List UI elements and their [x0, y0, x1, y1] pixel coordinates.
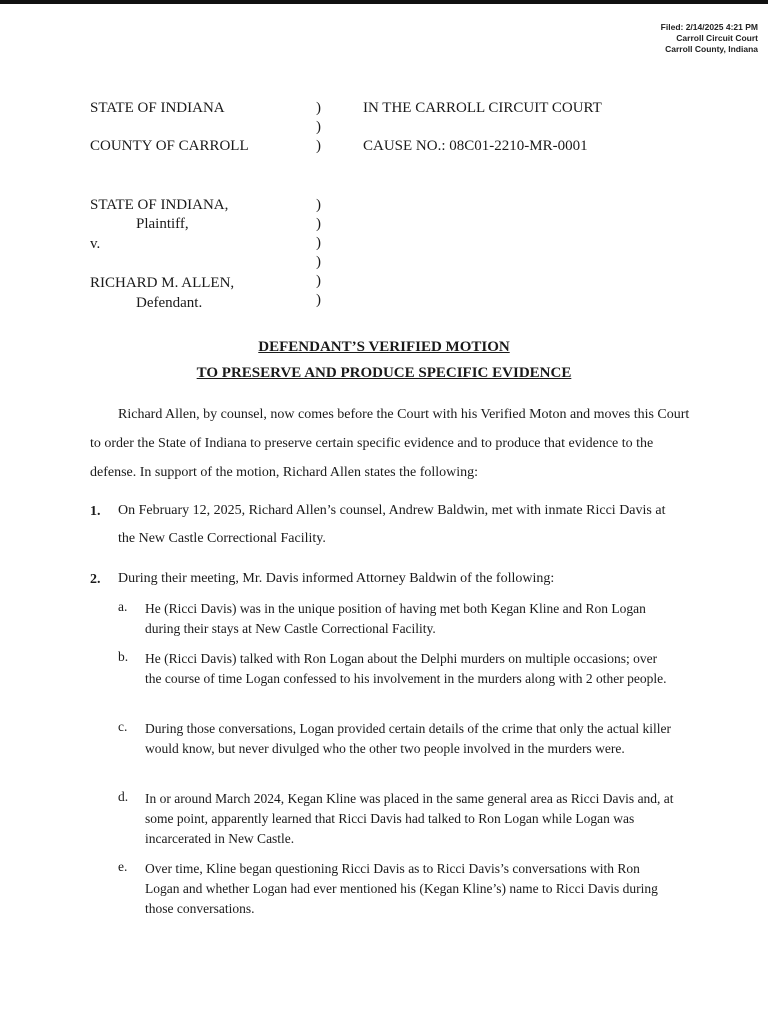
paren: ) [316, 100, 321, 116]
plaintiff-name: STATE OF INDIANA, [90, 197, 229, 213]
versus: v. [90, 236, 101, 252]
filing-stamp [661, 22, 758, 55]
subitem-e-letter: e. [118, 859, 128, 874]
subitem-e-text: Over time, Kline began questioning Ricci Davis as to Ricci Davis’s conversations with Ron Logan and whether Logan had ever mentioned his (Kegan Kline’s) name to Ricci Davis during those conversations. [145, 861, 658, 916]
subitem-d-letter: d. [118, 789, 129, 804]
paren: ) [316, 216, 321, 232]
motion-title-line1: DEFENDANT’S VERIFIED MOTION [258, 339, 510, 355]
subitem-c-letter: c. [118, 719, 128, 734]
caption-parens-top [316, 99, 321, 156]
filing-stamp-date: Filed: 2/14/2025 4:21 PM [660, 22, 758, 32]
paren: ) [316, 292, 321, 308]
subitem-d-text: In or around March 2024, Kegan Kline was placed in the same general area as Ricci Davis and, at some point, apparently learned that Ricci Davis had talked to Ron Logan while Logan was incarcerated in New Castle. [145, 791, 674, 846]
motion-title-line2: TO PRESERVE AND PRODUCE SPECIFIC EVIDENCE [196, 365, 572, 381]
plaintiff-role: Plaintiff, [136, 216, 189, 232]
subitem-b-letter: b. [118, 649, 129, 664]
defendant-name: RICHARD M. ALLEN, [90, 275, 235, 291]
caption-state: STATE OF INDIANA [90, 100, 225, 116]
intro-paragraph: Richard Allen, by counsel, now comes before the Court with his Verified Moton and moves this Court to order the State of Indiana to preserve certain specific evidence and to produce that evidence to the defense. In support of the motion, Richard Allen states the following: [90, 407, 690, 480]
paren: ) [316, 254, 321, 270]
paren: ) [316, 119, 321, 135]
subitem-a-letter: a. [118, 599, 128, 614]
caption-parens-parties [316, 196, 321, 310]
item-1-text: On February 12, 2025, Richard Allen’s counsel, Andrew Baldwin, met with inmate Ricci Davis at the New Castle Correctional Facility. [118, 503, 666, 546]
paren: ) [316, 235, 321, 251]
item-2-number: 2. [90, 572, 101, 587]
paren: ) [316, 138, 321, 154]
court-name: IN THE CARROLL CIRCUIT COURT [363, 100, 602, 116]
filing-stamp-court: Carroll Circuit Court [676, 33, 758, 43]
defendant-role: Defendant. [136, 295, 203, 311]
subitem-c-text: During those conversations, Logan provided certain details of the crime that only the actual killer would know, but never divulged who the other two people involved in the murders were. [145, 721, 671, 756]
paren: ) [316, 197, 321, 213]
top-border [0, 0, 768, 4]
caption-county: COUNTY OF CARROLL [90, 138, 249, 154]
subitem-a-text: He (Ricci Davis) was in the unique position of having met both Kegan Kline and Ron Logan during their stays at New Castle Correctional Facility. [145, 601, 646, 636]
subitem-b-text: He (Ricci Davis) talked with Ron Logan about the Delphi murders on multiple occasions; over the course of time Logan confessed to his involvement in the murders along with 2 other people. [145, 651, 667, 686]
item-2-text: During their meeting, Mr. Davis informed Attorney Baldwin of the following: [118, 571, 555, 586]
cause-number: CAUSE NO.: 08C01-2210-MR-0001 [363, 138, 588, 154]
filing-stamp-county: Carroll County, Indiana [665, 44, 758, 54]
item-1-number: 1. [90, 504, 101, 519]
paren: ) [316, 273, 321, 289]
